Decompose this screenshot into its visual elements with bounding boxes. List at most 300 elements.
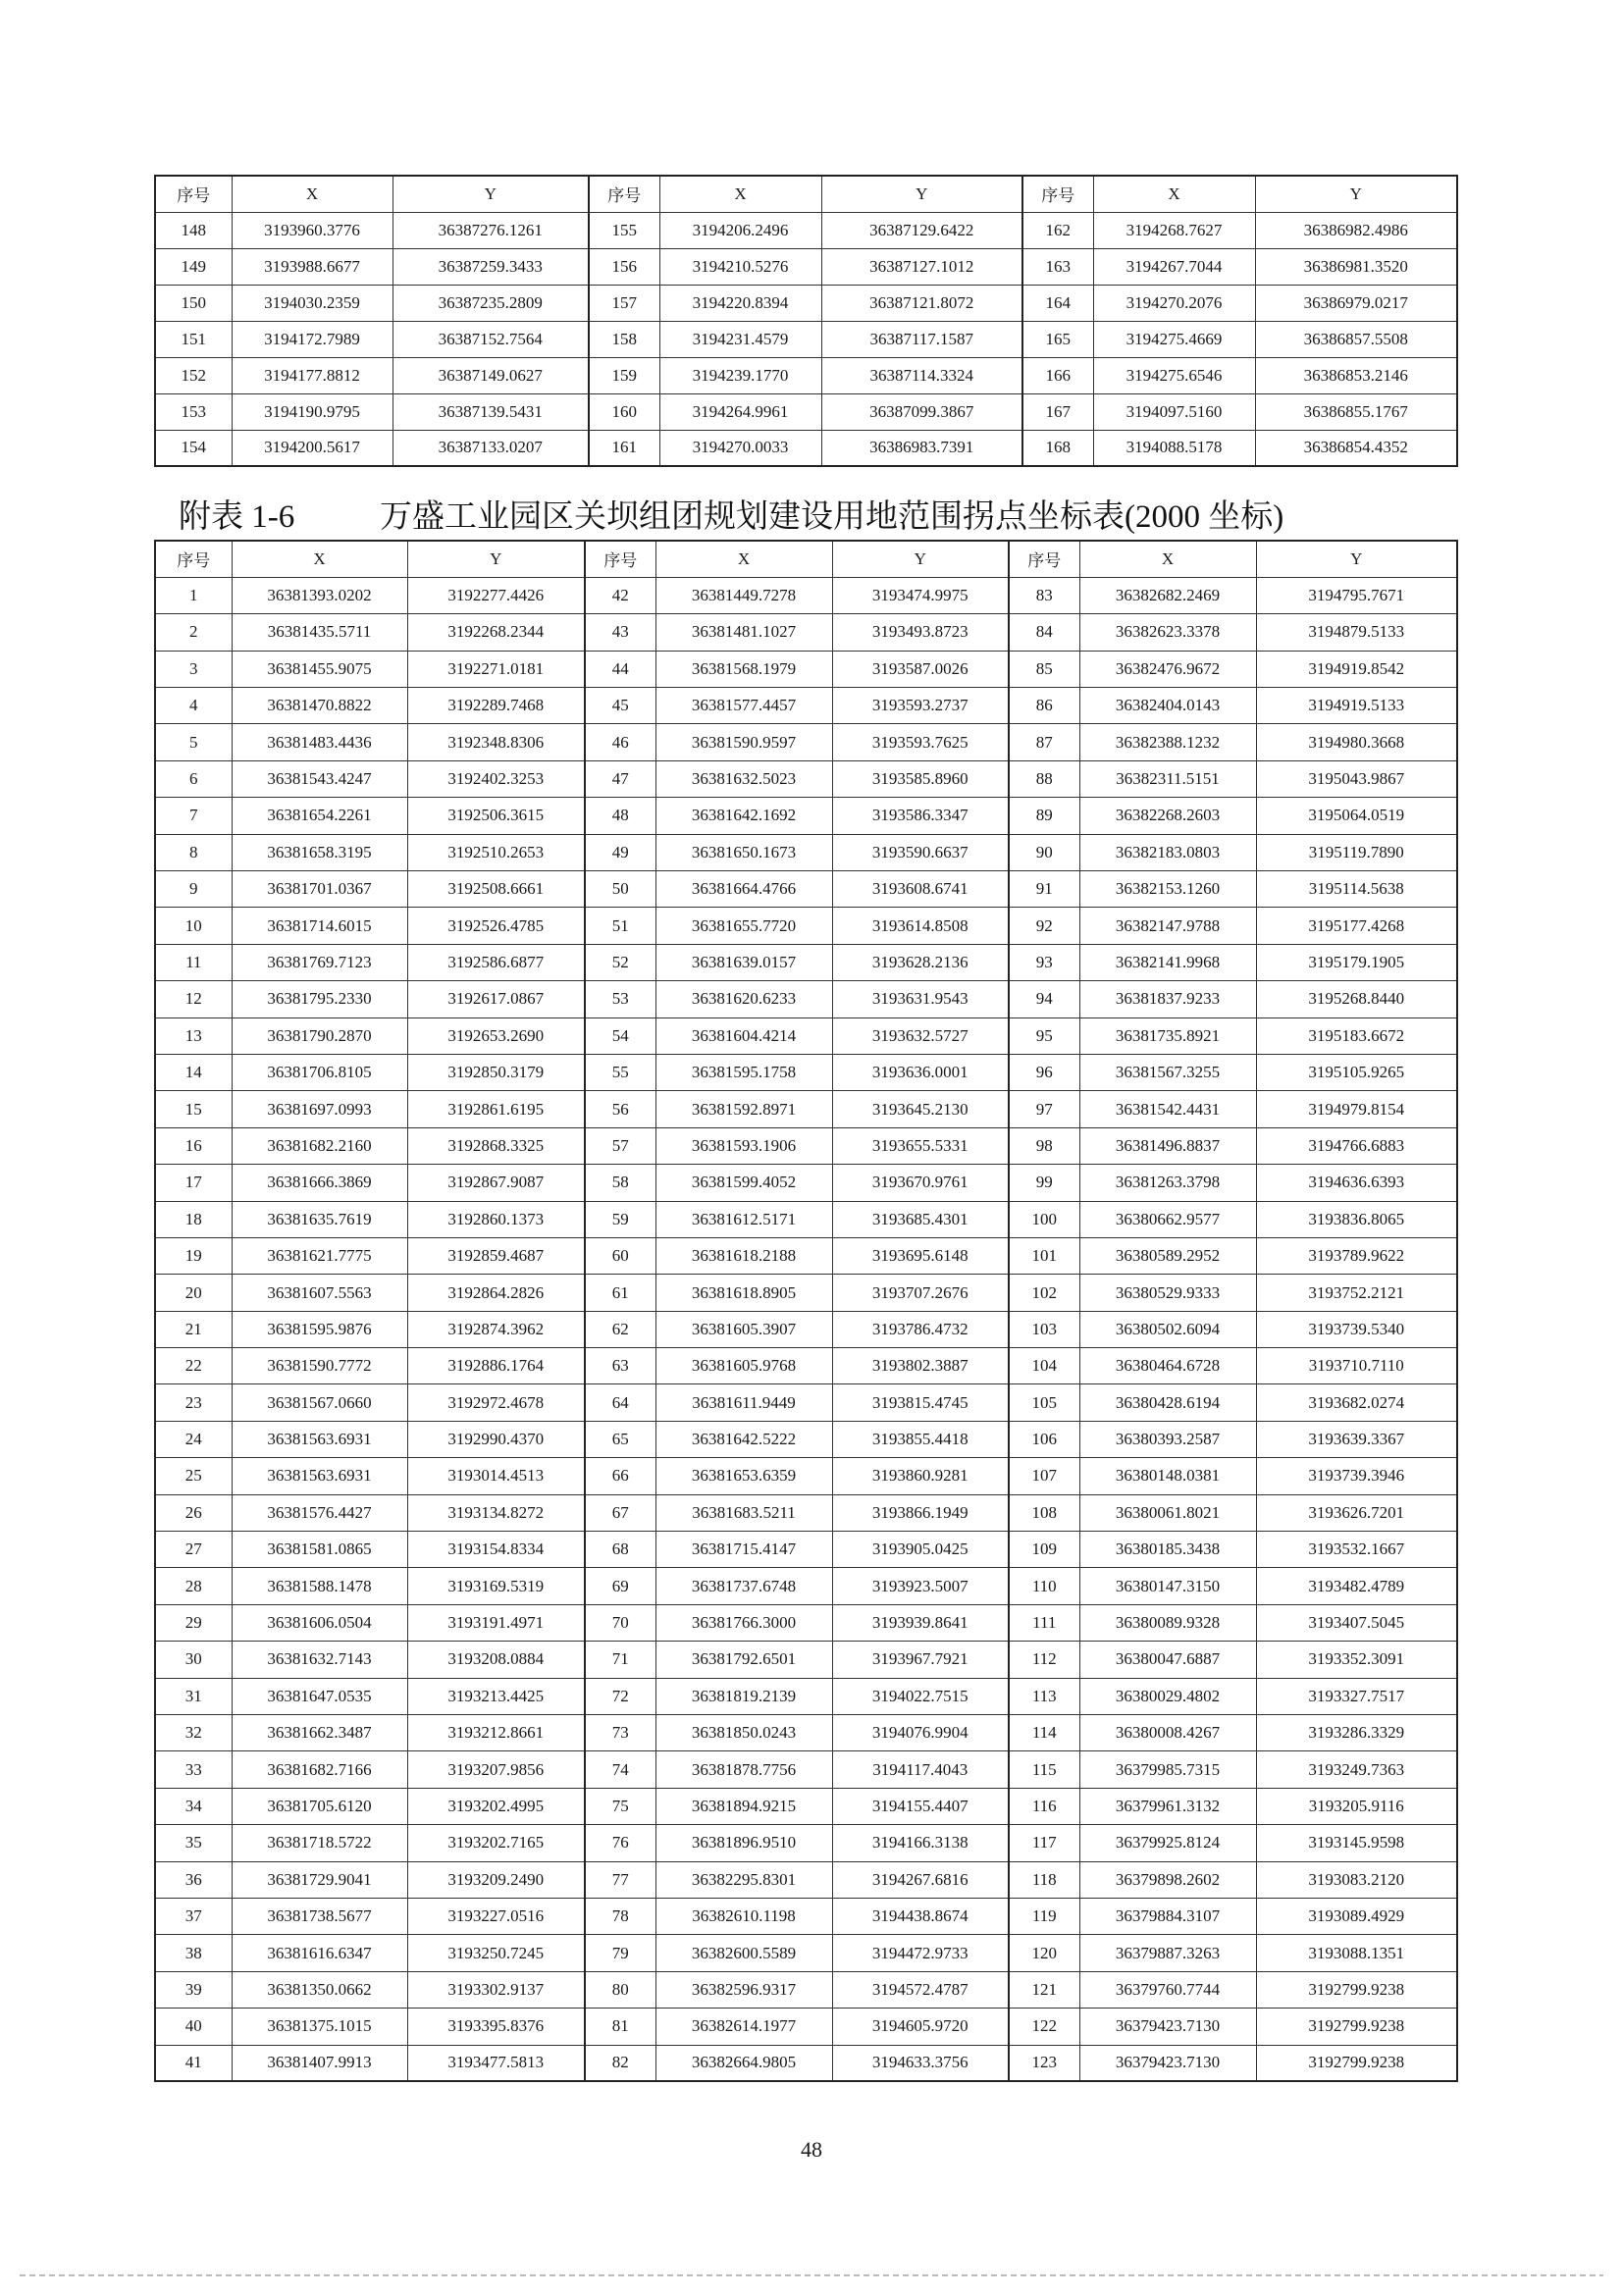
cell-seq: 166 (1022, 357, 1093, 393)
cell-x: 36381705.6120 (232, 1788, 407, 1824)
cell-x: 36381593.1906 (655, 1127, 832, 1164)
cell-y: 3193695.6148 (832, 1237, 1009, 1274)
cell-seq: 56 (585, 1091, 655, 1127)
cell-x: 36380393.2587 (1079, 1421, 1256, 1457)
cell-seq: 99 (1009, 1165, 1079, 1201)
cell-x: 36381792.6501 (655, 1642, 832, 1678)
cell-x: 3194239.1770 (659, 357, 821, 393)
cell-y: 3193682.0274 (1256, 1384, 1457, 1421)
cell-y: 3193202.7165 (407, 1825, 585, 1861)
cell-seq: 13 (155, 1018, 232, 1054)
cell-seq: 113 (1009, 1678, 1079, 1714)
cell-seq: 162 (1022, 212, 1093, 248)
cell-y: 3192990.4370 (407, 1421, 585, 1457)
cell-y: 36386854.4352 (1255, 430, 1457, 466)
cell-y: 3194633.3756 (832, 2045, 1009, 2081)
cell-y: 36387259.3433 (393, 248, 589, 285)
cell-y: 36387099.3867 (821, 393, 1022, 430)
cell-y: 3193493.8723 (832, 614, 1009, 651)
cell-y: 3193154.8334 (407, 1532, 585, 1568)
cell-y: 3192653.2690 (407, 1018, 585, 1054)
cell-x: 36380147.3150 (1079, 1568, 1256, 1604)
cell-seq: 96 (1009, 1054, 1079, 1090)
scan-edge-divider (20, 2274, 1603, 2276)
table-row (155, 1275, 1457, 1311)
header-y: Y (832, 541, 1009, 577)
header-y: Y (407, 541, 585, 577)
cell-y: 36386979.0217 (1255, 285, 1457, 321)
cell-seq: 160 (589, 393, 659, 430)
cell-y: 3193639.3367 (1256, 1421, 1457, 1457)
cell-y: 3195043.9867 (1256, 760, 1457, 797)
table-row (155, 1384, 1457, 1421)
cell-seq: 60 (585, 1237, 655, 1274)
cell-x: 36381393.0202 (232, 577, 407, 613)
cell-y: 3194980.3668 (1256, 724, 1457, 760)
cell-y: 3193145.9598 (1256, 1825, 1457, 1861)
header-x: X (232, 176, 393, 212)
cell-seq: 79 (585, 1935, 655, 1971)
cell-seq: 68 (585, 1532, 655, 1568)
cell-y: 3192972.4678 (407, 1384, 585, 1421)
cell-y: 3193302.9137 (407, 1971, 585, 2008)
cell-x: 36381616.6347 (232, 1935, 407, 1971)
table-row (155, 577, 1457, 613)
cell-y: 3194919.8542 (1256, 651, 1457, 687)
cell-x: 3194267.7044 (1093, 248, 1255, 285)
cell-seq: 102 (1009, 1275, 1079, 1311)
cell-seq: 67 (585, 1494, 655, 1531)
cell-x: 36382476.9672 (1079, 651, 1256, 687)
cell-seq: 106 (1009, 1421, 1079, 1457)
cell-seq: 150 (155, 285, 232, 321)
cell-x: 36380529.9333 (1079, 1275, 1256, 1311)
table-row (155, 357, 1457, 393)
cell-x: 36381590.7772 (232, 1348, 407, 1384)
cell-seq: 44 (585, 651, 655, 687)
cell-seq: 8 (155, 834, 232, 870)
cell-seq: 157 (589, 285, 659, 321)
cell-x: 36381407.9913 (232, 2045, 407, 2081)
cell-seq: 163 (1022, 248, 1093, 285)
cell-x: 36381790.2870 (232, 1018, 407, 1054)
cell-seq: 93 (1009, 944, 1079, 980)
cell-seq: 85 (1009, 651, 1079, 687)
cell-y: 3193134.8272 (407, 1494, 585, 1531)
cell-y: 3193593.2737 (832, 688, 1009, 724)
cell-y: 3193789.9622 (1256, 1237, 1457, 1274)
cell-x: 36382610.1198 (655, 1898, 832, 1934)
cell-seq: 91 (1009, 871, 1079, 908)
cell-x: 3194270.0033 (659, 430, 821, 466)
cell-x: 3194206.2496 (659, 212, 821, 248)
table-row (155, 1825, 1457, 1861)
cell-x: 36381595.9876 (232, 1311, 407, 1347)
cell-x: 3193988.6677 (232, 248, 393, 285)
caption-label: 附表 1-6 (179, 499, 295, 535)
cell-y: 3194472.9733 (832, 1935, 1009, 1971)
header-x: X (1079, 541, 1256, 577)
cell-y: 3192586.6877 (407, 944, 585, 980)
table-header-row (155, 176, 1457, 212)
table-row (155, 1715, 1457, 1751)
cell-seq: 103 (1009, 1311, 1079, 1347)
table-row (155, 1018, 1457, 1054)
cell-x: 36379760.7744 (1079, 1971, 1256, 2008)
cell-seq: 73 (585, 1715, 655, 1751)
cell-seq: 69 (585, 1568, 655, 1604)
cell-seq: 108 (1009, 1494, 1079, 1531)
cell-y: 3193614.8508 (832, 908, 1009, 944)
cell-x: 36381718.5722 (232, 1825, 407, 1861)
cell-seq: 54 (585, 1018, 655, 1054)
cell-x: 36380029.4802 (1079, 1678, 1256, 1714)
cell-x: 36381653.6359 (655, 1458, 832, 1494)
table-row (155, 1348, 1457, 1384)
cell-y: 3193710.7110 (1256, 1348, 1457, 1384)
cell-y: 3194919.5133 (1256, 688, 1457, 724)
cell-x: 36382623.3378 (1079, 614, 1256, 651)
cell-y: 36387114.3324 (821, 357, 1022, 393)
cell-x: 36381714.6015 (232, 908, 407, 944)
table-row (155, 1861, 1457, 1898)
cell-x: 36380061.8021 (1079, 1494, 1256, 1531)
cell-x: 36381642.5222 (655, 1421, 832, 1457)
cell-seq: 25 (155, 1458, 232, 1494)
table-row (155, 724, 1457, 760)
cell-x: 36380428.6194 (1079, 1384, 1256, 1421)
table-row (155, 2045, 1457, 2081)
cell-seq: 107 (1009, 1458, 1079, 1494)
cell-x: 36381621.7775 (232, 1237, 407, 1274)
cell-x: 36381738.5677 (232, 1898, 407, 1934)
cell-x: 36382404.0143 (1079, 688, 1256, 724)
header-x: X (659, 176, 821, 212)
cell-seq: 72 (585, 1678, 655, 1714)
cell-x: 3194097.5160 (1093, 393, 1255, 430)
cell-x: 3194268.7627 (1093, 212, 1255, 248)
table-body (155, 212, 1457, 466)
cell-y: 3194979.8154 (1256, 1091, 1457, 1127)
cell-seq: 95 (1009, 1018, 1079, 1054)
cell-seq: 18 (155, 1201, 232, 1237)
cell-x: 36380008.4267 (1079, 1715, 1256, 1751)
cell-y: 3193205.9116 (1256, 1788, 1457, 1824)
cell-seq: 155 (589, 212, 659, 248)
cell-y: 3192271.0181 (407, 651, 585, 687)
cell-y: 3193628.2136 (832, 944, 1009, 980)
cell-x: 3193960.3776 (232, 212, 393, 248)
cell-y: 3193014.4513 (407, 1458, 585, 1494)
cell-x: 36382311.5151 (1079, 760, 1256, 797)
cell-seq: 33 (155, 1751, 232, 1788)
cell-seq: 105 (1009, 1384, 1079, 1421)
cell-y: 3193407.5045 (1256, 1604, 1457, 1641)
cell-y: 36387129.6422 (821, 212, 1022, 248)
cell-y: 3194795.7671 (1256, 577, 1457, 613)
cell-seq: 82 (585, 2045, 655, 2081)
cell-seq: 120 (1009, 1935, 1079, 1971)
cell-x: 36381618.8905 (655, 1275, 832, 1311)
cell-seq: 159 (589, 357, 659, 393)
cell-x: 36381611.9449 (655, 1384, 832, 1421)
cell-y: 3193286.3329 (1256, 1715, 1457, 1751)
cell-y: 36386857.5508 (1255, 321, 1457, 357)
cell-y: 3195114.5638 (1256, 871, 1457, 908)
cell-seq: 16 (155, 1127, 232, 1164)
cell-y: 3193227.0516 (407, 1898, 585, 1934)
table-row (155, 1971, 1457, 2008)
cell-y: 3193923.5007 (832, 1568, 1009, 1604)
cell-y: 3193739.5340 (1256, 1311, 1457, 1347)
cell-x: 36382153.1260 (1079, 871, 1256, 908)
cell-y: 36387139.5431 (393, 393, 589, 430)
cell-y: 3193636.0001 (832, 1054, 1009, 1090)
cell-x: 36381563.6931 (232, 1458, 407, 1494)
cell-x: 36382268.2603 (1079, 798, 1256, 834)
cell-seq: 117 (1009, 1825, 1079, 1861)
cell-x: 36381735.8921 (1079, 1018, 1256, 1054)
cell-y: 3193352.3091 (1256, 1642, 1457, 1678)
table-caption (179, 491, 1454, 537)
cell-x: 36381683.5211 (655, 1494, 832, 1531)
cell-x: 36381449.7278 (655, 577, 832, 613)
cell-y: 3193207.9856 (407, 1751, 585, 1788)
cell-seq: 58 (585, 1165, 655, 1201)
cell-seq: 77 (585, 1861, 655, 1898)
cell-y: 3192861.6195 (407, 1091, 585, 1127)
cell-seq: 38 (155, 1935, 232, 1971)
table-row (155, 430, 1457, 466)
cell-y: 36387235.2809 (393, 285, 589, 321)
cell-seq: 19 (155, 1237, 232, 1274)
cell-seq: 5 (155, 724, 232, 760)
cell-seq: 34 (155, 1788, 232, 1824)
cell-x: 36381605.3907 (655, 1311, 832, 1347)
cell-seq: 116 (1009, 1788, 1079, 1824)
cell-x: 36379423.7130 (1079, 2045, 1256, 2081)
header-seq: 序号 (1022, 176, 1093, 212)
cell-y: 3193645.2130 (832, 1091, 1009, 1127)
cell-y: 3195268.8440 (1256, 981, 1457, 1018)
cell-seq: 50 (585, 871, 655, 908)
coordinate-table-main (154, 540, 1458, 2082)
cell-x: 36381682.2160 (232, 1127, 407, 1164)
cell-x: 36381496.8837 (1079, 1127, 1256, 1164)
cell-seq: 154 (155, 430, 232, 466)
cell-y: 3193836.8065 (1256, 1201, 1457, 1237)
cell-x: 36382295.8301 (655, 1861, 832, 1898)
cell-x: 36381706.8105 (232, 1054, 407, 1090)
cell-y: 3192799.9238 (1256, 2009, 1457, 2045)
cell-seq: 80 (585, 1971, 655, 2008)
cell-x: 36381470.8822 (232, 688, 407, 724)
cell-x: 36381701.0367 (232, 871, 407, 908)
cell-seq: 153 (155, 393, 232, 430)
cell-seq: 121 (1009, 1971, 1079, 2008)
cell-y: 3193967.7921 (832, 1642, 1009, 1678)
cell-y: 3192268.2344 (407, 614, 585, 651)
cell-x: 36381878.7756 (655, 1751, 832, 1788)
cell-x: 36379961.3132 (1079, 1788, 1256, 1824)
cell-x: 3194220.8394 (659, 285, 821, 321)
cell-y: 3193586.3347 (832, 798, 1009, 834)
cell-seq: 71 (585, 1642, 655, 1678)
header-seq: 序号 (585, 541, 655, 577)
cell-seq: 61 (585, 1275, 655, 1311)
table-row (155, 1935, 1457, 1971)
cell-x: 36381350.0662 (232, 1971, 407, 2008)
table-body (155, 577, 1457, 2081)
cell-seq: 161 (589, 430, 659, 466)
cell-x: 3194275.6546 (1093, 357, 1255, 393)
cell-x: 36381618.2188 (655, 1237, 832, 1274)
cell-x: 3194200.5617 (232, 430, 393, 466)
cell-x: 36381588.1478 (232, 1568, 407, 1604)
cell-x: 36381697.0993 (232, 1091, 407, 1127)
cell-y: 3193655.5331 (832, 1127, 1009, 1164)
cell-seq: 94 (1009, 981, 1079, 1018)
cell-x: 36381666.3869 (232, 1165, 407, 1201)
cell-y: 3195179.1905 (1256, 944, 1457, 980)
cell-y: 3193083.2120 (1256, 1861, 1457, 1898)
cell-y: 3193474.9975 (832, 577, 1009, 613)
cell-seq: 92 (1009, 908, 1079, 944)
cell-x: 36381639.0157 (655, 944, 832, 980)
cell-x: 36380589.2952 (1079, 1237, 1256, 1274)
cell-x: 36381664.4766 (655, 871, 832, 908)
caption-title: 万盛工业园区关坝组团规划建设用地范围拐点坐标表(2000 坐标) (380, 499, 1284, 535)
cell-x: 36381682.7166 (232, 1751, 407, 1788)
cell-x: 36381819.2139 (655, 1678, 832, 1714)
cell-x: 36381606.0504 (232, 1604, 407, 1641)
cell-seq: 64 (585, 1384, 655, 1421)
cell-x: 36380089.9328 (1079, 1604, 1256, 1641)
cell-y: 3193590.6637 (832, 834, 1009, 870)
cell-y: 36386855.1767 (1255, 393, 1457, 430)
cell-seq: 52 (585, 944, 655, 980)
cell-x: 36381658.3195 (232, 834, 407, 870)
cell-y: 36387276.1261 (393, 212, 589, 248)
cell-x: 36379898.2602 (1079, 1861, 1256, 1898)
cell-seq: 23 (155, 1384, 232, 1421)
cell-x: 36381837.9233 (1079, 981, 1256, 1018)
table-row (155, 651, 1457, 687)
cell-y: 3194636.6393 (1256, 1165, 1457, 1201)
table-row (155, 871, 1457, 908)
table-row (155, 1165, 1457, 1201)
cell-y: 3193786.4732 (832, 1311, 1009, 1347)
cell-seq: 84 (1009, 614, 1079, 651)
cell-y: 3192799.9238 (1256, 2045, 1457, 2081)
cell-seq: 43 (585, 614, 655, 651)
cell-y: 3192510.2653 (407, 834, 585, 870)
cell-seq: 46 (585, 724, 655, 760)
cell-x: 36381576.4427 (232, 1494, 407, 1531)
cell-y: 36387152.7564 (393, 321, 589, 357)
cell-x: 36381715.4147 (655, 1532, 832, 1568)
cell-x: 36381435.5711 (232, 614, 407, 651)
cell-seq: 30 (155, 1642, 232, 1678)
cell-x: 36381896.9510 (655, 1825, 832, 1861)
cell-y: 36387133.0207 (393, 430, 589, 466)
cell-x: 3194177.8812 (232, 357, 393, 393)
cell-seq: 39 (155, 1971, 232, 2008)
cell-x: 3194275.4669 (1093, 321, 1255, 357)
cell-seq: 4 (155, 688, 232, 724)
cell-x: 36382147.9788 (1079, 908, 1256, 944)
cell-seq: 78 (585, 1898, 655, 1934)
cell-x: 36381605.9768 (655, 1348, 832, 1384)
cell-seq: 9 (155, 871, 232, 908)
cell-x: 36381568.1979 (655, 651, 832, 687)
cell-y: 3194267.6816 (832, 1861, 1009, 1898)
cell-seq: 119 (1009, 1898, 1079, 1934)
cell-seq: 111 (1009, 1604, 1079, 1641)
cell-y: 3192348.8306 (407, 724, 585, 760)
cell-seq: 97 (1009, 1091, 1079, 1127)
header-seq: 序号 (589, 176, 659, 212)
cell-x: 36381612.5171 (655, 1201, 832, 1237)
cell-seq: 66 (585, 1458, 655, 1494)
table-row (155, 2009, 1457, 2045)
cell-seq: 100 (1009, 1201, 1079, 1237)
cell-y: 3193670.9761 (832, 1165, 1009, 1201)
cell-x: 36381635.7619 (232, 1201, 407, 1237)
cell-y: 3193632.5727 (832, 1018, 1009, 1054)
cell-y: 3195177.4268 (1256, 908, 1457, 944)
cell-y: 3193088.1351 (1256, 1935, 1457, 1971)
header-y: Y (393, 176, 589, 212)
header-y: Y (1255, 176, 1457, 212)
cell-seq: 53 (585, 981, 655, 1018)
cell-y: 3193250.7245 (407, 1935, 585, 1971)
table-row (155, 1091, 1457, 1127)
page-number: 48 (801, 2137, 822, 2162)
cell-x: 36382682.2469 (1079, 577, 1256, 613)
cell-seq: 27 (155, 1532, 232, 1568)
table-row (155, 1788, 1457, 1824)
cell-x: 36381654.2261 (232, 798, 407, 834)
cell-seq: 59 (585, 1201, 655, 1237)
cell-y: 3193685.4301 (832, 1201, 1009, 1237)
cell-y: 3194879.5133 (1256, 614, 1457, 651)
cell-y: 3195064.0519 (1256, 798, 1457, 834)
header-x: X (1093, 176, 1255, 212)
cell-x: 36382141.9968 (1079, 944, 1256, 980)
cell-seq: 109 (1009, 1532, 1079, 1568)
cell-y: 36386983.7391 (821, 430, 1022, 466)
table-row (155, 1678, 1457, 1714)
cell-x: 36381375.1015 (232, 2009, 407, 2045)
table-row (155, 1532, 1457, 1568)
cell-y: 3194572.4787 (832, 1971, 1009, 2008)
cell-x: 36380662.9577 (1079, 1201, 1256, 1237)
cell-seq: 21 (155, 1311, 232, 1347)
cell-y: 3193631.9543 (832, 981, 1009, 1018)
table-row (155, 1898, 1457, 1934)
cell-seq: 15 (155, 1091, 232, 1127)
cell-x: 36379423.7130 (1079, 2009, 1256, 2045)
cell-y: 3193802.3887 (832, 1348, 1009, 1384)
cell-x: 36381662.3487 (232, 1715, 407, 1751)
cell-y: 3193249.7363 (1256, 1751, 1457, 1788)
cell-seq: 17 (155, 1165, 232, 1201)
cell-seq: 1 (155, 577, 232, 613)
table-row (155, 285, 1457, 321)
table-row (155, 1237, 1457, 1274)
cell-seq: 7 (155, 798, 232, 834)
